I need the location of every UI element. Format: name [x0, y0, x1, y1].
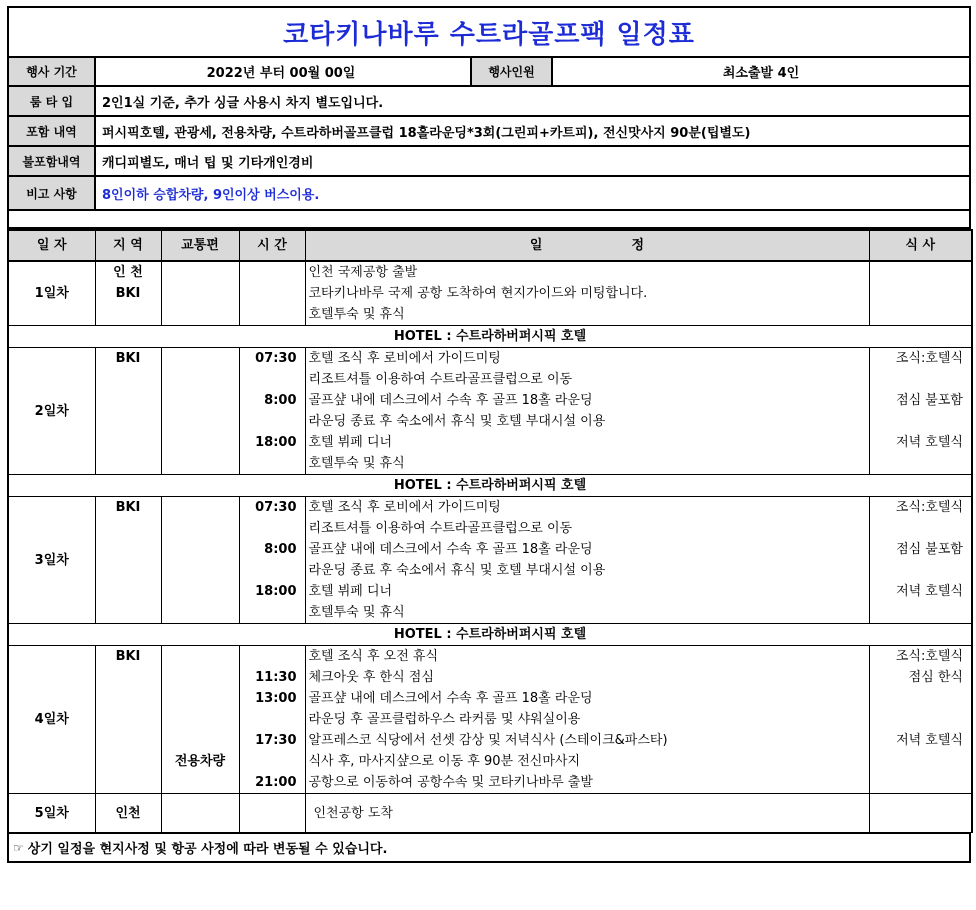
- schedule-text: 알프레스코 식당에서 선셋 감상 및 저녁식사 (스테이크&파스타): [308, 733, 668, 748]
- info-row-include: [9, 117, 969, 147]
- time-text: [243, 709, 297, 730]
- time-text: 18:00: [255, 435, 297, 450]
- meal-cell: [869, 497, 972, 624]
- schedule-text: 호텔투숙 및 휴식: [308, 456, 405, 471]
- region-cell: [95, 348, 161, 475]
- time-text: 17:30: [255, 733, 297, 748]
- schedule-text: 골프샾 내에 데스크에서 수속 후 골프 18홀 라운딩: [308, 542, 593, 557]
- transport-cell: [161, 646, 239, 794]
- table-header-row: [8, 230, 972, 261]
- day-label: 1일차: [8, 261, 95, 326]
- region-text: 인 천: [113, 265, 143, 280]
- time-text: [243, 560, 297, 581]
- schedule-text: 호텔 조식 후 로비에서 가이드미팅: [308, 500, 501, 515]
- schedule-text: 호텔 조식 후 로비에서 가이드미팅: [308, 351, 501, 366]
- info-row-room: [9, 87, 969, 117]
- region-cell: [95, 497, 161, 624]
- day-row: [8, 261, 972, 326]
- schedule-cell: [305, 348, 869, 475]
- meal-text: [873, 369, 964, 390]
- schedule-text: 리조트셔틀 이용하여 수트라골프클럽으로 이동: [308, 521, 573, 536]
- info-row-exclude: [9, 147, 969, 177]
- schedule-text: 호텔 조식 후 오전 휴식: [308, 649, 439, 664]
- day-label: 2일차: [8, 348, 95, 475]
- time-text: 8:00: [264, 542, 297, 557]
- schedule-text: 골프샾 내에 데스크에서 수속 후 골프 18홀 라운딩: [308, 393, 593, 408]
- schedule-text: 라운딩 종료 후 숙소에서 휴식 및 호텔 부대시설 이용: [308, 563, 606, 578]
- period-value: 2022년 부터 00월 00일: [206, 66, 356, 81]
- schedule-text: 인천 국제공항 출발: [308, 265, 418, 280]
- header-time: 시 간: [239, 230, 305, 261]
- region-text: BKI: [115, 286, 141, 301]
- hotel-text: HOTEL : 수트라하버퍼시픽 호텔: [8, 624, 972, 646]
- footer-note: [7, 833, 971, 863]
- people-label: 행사인원: [470, 58, 553, 85]
- time-text: [243, 751, 297, 772]
- hotel-text: HOTEL : 수트라하버퍼시픽 호텔: [8, 475, 972, 497]
- meal-text: 저녁 호텔식: [896, 584, 963, 599]
- include-value: 퍼시픽호텔, 관광세, 전용차량, 수트라하버골프클럽 18홀라운딩*3회(그린피+카트피), 전신맛사지 90분(팁별도): [102, 125, 751, 141]
- region-cell: [95, 646, 161, 794]
- time-text: [243, 602, 297, 623]
- schedule-text: 호텔투숙 및 휴식: [308, 605, 405, 620]
- schedule-text: 호텔 뷔페 디너: [308, 435, 393, 450]
- meal-cell: [869, 646, 972, 794]
- hotel-text: HOTEL : 수트라하버퍼시픽 호텔: [8, 326, 972, 348]
- day-row: [8, 497, 972, 624]
- schedule-table: [7, 229, 973, 833]
- time-cell: [239, 646, 305, 794]
- time-text: 13:00: [255, 691, 297, 706]
- schedule-text: 식사 후, 마사지샾으로 이동 후 90분 전신마사지: [308, 754, 581, 769]
- meal-text: 저녁 호텔식: [896, 435, 963, 450]
- transport-cell: [161, 497, 239, 624]
- meal-text: 조식:호텔식: [895, 500, 963, 515]
- room-value: 2인1실 기준, 추가 싱글 사용시 차지 별도입니다.: [102, 95, 384, 111]
- meal-text: 점심 불포함: [896, 393, 963, 408]
- header-day: 일 자: [8, 230, 95, 261]
- schedule-text: 리조트셔틀 이용하여 수트라골프클럽으로 이동: [308, 372, 573, 387]
- meal-text: [873, 751, 964, 772]
- schedule-text: 라운딩 종료 후 숙소에서 휴식 및 호텔 부대시설 이용: [308, 414, 606, 429]
- note-value: 8인이하 승합차량, 9인이상 버스이용.: [102, 187, 320, 203]
- note-label: 비고 사항: [9, 177, 96, 209]
- room-label: 룸 타 입: [9, 87, 96, 115]
- time-text: [243, 646, 297, 667]
- meal-text: [873, 518, 964, 539]
- spacer-row: [7, 211, 971, 229]
- region-text: BKI: [115, 649, 141, 664]
- meal-text: [873, 304, 964, 325]
- schedule-cell: [305, 646, 869, 794]
- schedule-text: 코타키나바루 국제 공항 도착하여 현지가이드와 미팅합니다.: [308, 286, 648, 301]
- transport-cell: [161, 794, 239, 833]
- time-text: 8:00: [264, 393, 297, 408]
- header-schedule-b: 정: [631, 238, 645, 253]
- schedule-text: 라운딩 후 골프클럽하우스 라커룸 및 샤워실이용: [308, 712, 581, 727]
- meal-text: 조식:호텔식: [895, 649, 963, 664]
- region-text: BKI: [115, 351, 141, 366]
- meal-cell: [869, 348, 972, 475]
- schedule-text: 공항으로 이동하여 공항수속 및 코타키나바루 출발: [308, 775, 593, 790]
- day-row: [8, 646, 972, 794]
- time-text: [243, 518, 297, 539]
- period-label: 행사 기간: [9, 58, 96, 85]
- schedule-text: 체크아웃 후 한식 점심: [308, 670, 434, 685]
- page-title: 코타키나바루 수트라골프팩 일정표: [7, 6, 971, 58]
- transport-cell: [161, 261, 239, 326]
- meal-text: [873, 283, 964, 304]
- schedule-text: 골프샾 내에 데스크에서 수속 후 골프 18홀 라운딩: [308, 691, 593, 706]
- day-row: [8, 794, 972, 833]
- time-cell: [239, 348, 305, 475]
- pointing-hand-icon: ☞: [13, 840, 24, 855]
- meal-text: 점심 불포함: [896, 542, 963, 557]
- schedule-cell: [305, 497, 869, 624]
- schedule-cell: [305, 261, 869, 326]
- time-text: 07:30: [255, 500, 297, 515]
- info-row-period: [9, 58, 969, 87]
- schedule-text: 호텔투숙 및 휴식: [308, 307, 405, 322]
- meal-text: 점심 한식: [908, 670, 963, 685]
- meal-text: [873, 560, 964, 581]
- footer-text: 상기 일정을 현지사정 및 항공 사정에 따라 변동될 수 있습니다.: [27, 842, 388, 857]
- region-text: BKI: [115, 500, 141, 515]
- meal-text: [873, 709, 964, 730]
- region-text: 인천: [95, 794, 161, 833]
- hotel-row: [8, 326, 972, 348]
- time-text: 07:30: [255, 351, 297, 366]
- time-text: 18:00: [255, 584, 297, 599]
- meal-text: [873, 772, 964, 793]
- schedule-sheet: [7, 6, 971, 863]
- time-text: [243, 262, 297, 283]
- people-value: 최소출발 4인: [722, 66, 800, 81]
- meal-cell: [869, 261, 972, 326]
- header-schedule-a: 일: [529, 238, 543, 253]
- time-cell: [239, 261, 305, 326]
- time-text: [243, 369, 297, 390]
- time-cell: [239, 794, 305, 833]
- time-cell: [239, 497, 305, 624]
- meal-text: 저녁 호텔식: [896, 733, 963, 748]
- hotel-row: [8, 624, 972, 646]
- meal-cell: [869, 794, 972, 833]
- info-section: [7, 58, 971, 211]
- time-text: [243, 411, 297, 432]
- day-row: [8, 348, 972, 475]
- meal-text: [873, 411, 964, 432]
- day-label: 5일차: [8, 794, 95, 833]
- exclude-value: 캐디피별도, 매너 팁 및 기타개인경비: [102, 155, 314, 171]
- exclude-label: 불포함내역: [9, 147, 96, 175]
- meal-text: [873, 602, 964, 623]
- transport-text: 전용차량: [174, 754, 226, 769]
- info-row-note: [9, 177, 969, 211]
- meal-text: [873, 688, 964, 709]
- meal-text: [873, 453, 964, 474]
- header-meal: 식 사: [869, 230, 972, 261]
- hotel-row: [8, 475, 972, 497]
- time-text: [243, 453, 297, 474]
- meal-text: [873, 262, 964, 283]
- schedule-text: 호텔 뷔페 디너: [308, 584, 393, 599]
- time-text: 21:00: [255, 775, 297, 790]
- day-label: 3일차: [8, 497, 95, 624]
- header-region: 지 역: [95, 230, 161, 261]
- time-text: 11:30: [255, 670, 297, 685]
- include-label: 포함 내역: [9, 117, 96, 145]
- time-text: [243, 283, 297, 304]
- schedule-text: 인천공항 도착: [305, 794, 869, 833]
- time-text: [243, 304, 297, 325]
- header-transport: 교통편: [161, 230, 239, 261]
- transport-cell: [161, 348, 239, 475]
- region-cell: [95, 261, 161, 326]
- day-label: 4일차: [8, 646, 95, 794]
- header-schedule: [305, 230, 869, 261]
- meal-text: 조식:호텔식: [895, 351, 963, 366]
